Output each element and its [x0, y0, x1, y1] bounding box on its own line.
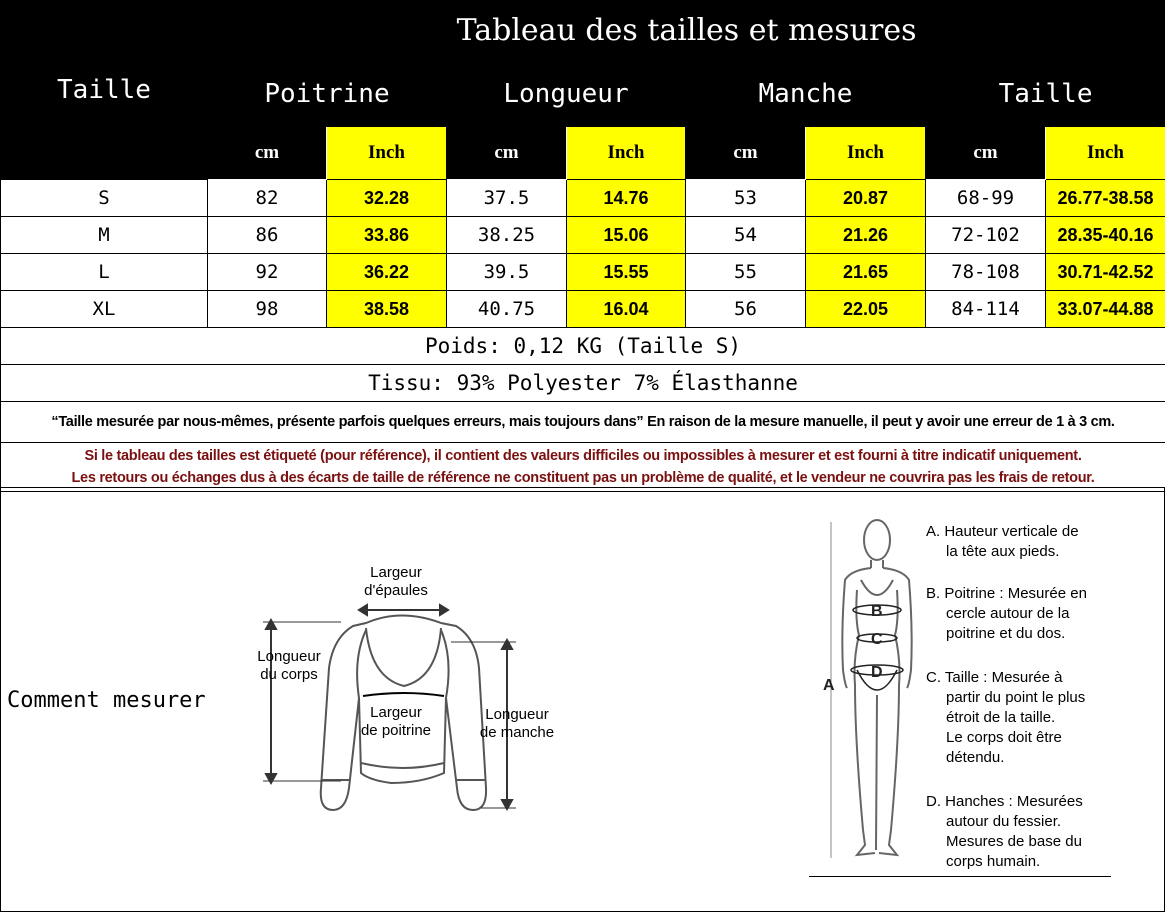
chest-cm: 86 [208, 217, 327, 254]
table-row [1, 180, 1165, 217]
body-length-label: Longueur du corps [257, 648, 321, 683]
unit-inch: Inch [567, 127, 686, 180]
chest-inch: 33.86 [327, 217, 447, 254]
table-row [1, 291, 1165, 328]
chest-inch: 36.22 [327, 254, 447, 291]
how-to-measure-section [0, 487, 1165, 912]
fabric-info: Tissu: 93% Polyester 7% Élasthanne [1, 365, 1165, 402]
sleeve-cm: 55 [686, 254, 806, 291]
size-label: L [1, 254, 208, 291]
unit-cm: cm [447, 127, 567, 180]
size-label: S [1, 180, 208, 217]
sleeve-cm: 54 [686, 217, 806, 254]
size-label: XL [1, 291, 208, 328]
size-label: M [1, 217, 208, 254]
group-length: Longueur [447, 61, 686, 127]
length-inch: 15.55 [567, 254, 686, 291]
waist-cm: 84-114 [926, 291, 1046, 328]
waist-inch: 28.35-40.16 [1046, 217, 1165, 254]
table-title: Tableau des tailles et mesures [208, 1, 1165, 61]
sleeve-inch: 21.26 [806, 217, 926, 254]
chest-cm: 92 [208, 254, 327, 291]
group-sleeve: Manche [686, 61, 926, 127]
waist-cm: 68-99 [926, 180, 1046, 217]
warning-note [1, 443, 1165, 492]
measurement-note: “Taille mesurée par nous-mêmes, présente parfois quelques erreurs, mais toujours dans” En raison de la mesure manuelle, il peut y avoir une erreur de 1 à 3 cm. [1, 402, 1165, 443]
body-letter-d: D [871, 664, 883, 681]
unit-cm: cm [926, 127, 1046, 180]
waist-inch: 33.07-44.88 [1046, 291, 1165, 328]
body-figure-diagram [811, 510, 921, 880]
length-inch: 15.06 [567, 217, 686, 254]
waist-inch: 26.77-38.58 [1046, 180, 1165, 217]
table-row [1, 217, 1165, 254]
body-letter-a: A [823, 677, 835, 694]
shoulder-width-label: Largeur d'épaules [364, 564, 428, 599]
unit-cm: cm [686, 127, 806, 180]
body-letter-c: C [871, 631, 883, 648]
chest-inch: 38.58 [327, 291, 447, 328]
desc-a: A. Hauteur verticale de la tête aux pieds. [926, 523, 1079, 560]
desc-c: C. Taille : Mesurée à partir du point le plus étroit de la taille. Le corps doit être détendu. [926, 669, 1086, 766]
sleeve-inch: 22.05 [806, 291, 926, 328]
desc-b: B. Poitrine : Mesurée en cercle autour de la poitrine et du dos. [926, 585, 1087, 642]
chest-inch: 32.28 [327, 180, 447, 217]
sleeve-cm: 53 [686, 180, 806, 217]
chest-cm: 82 [208, 180, 327, 217]
length-inch: 16.04 [567, 291, 686, 328]
unit-inch: Inch [806, 127, 926, 180]
sleeve-inch: 20.87 [806, 180, 926, 217]
waist-cm: 72-102 [926, 217, 1046, 254]
unit-inch: Inch [327, 127, 447, 180]
how-to-measure-title: Comment mesurer [7, 688, 206, 713]
group-waist: Taille [926, 61, 1165, 127]
length-cm: 39.5 [447, 254, 567, 291]
unit-cm: cm [208, 127, 327, 180]
weight-info: Poids: 0,12 KG (Taille S) [1, 328, 1165, 365]
sleeve-length-label: Longueur de manche [479, 706, 555, 741]
size-header: Taille [1, 1, 208, 180]
ground-line [809, 876, 1111, 877]
group-chest: Poitrine [208, 61, 447, 127]
length-cm: 40.75 [447, 291, 567, 328]
body-letter-b: B [871, 603, 883, 620]
chest-width-label: Largeur de poitrine [360, 704, 432, 739]
table-row [1, 254, 1165, 291]
length-cm: 37.5 [447, 180, 567, 217]
unit-inch: Inch [1046, 127, 1165, 180]
length-cm: 38.25 [447, 217, 567, 254]
waist-inch: 30.71-42.52 [1046, 254, 1165, 291]
warning-line-1: Si le tableau des tailles est étiqueté (pour référence), il contient des valeurs difficiles ou impossibles à mesurer et est fourni à titre indicatif uniquement. [84, 448, 1082, 464]
chest-cm: 98 [208, 291, 327, 328]
waist-cm: 78-108 [926, 254, 1046, 291]
length-inch: 14.76 [567, 180, 686, 217]
warning-line-2: Les retours ou échanges dus à des écarts de taille de référence ne constituent pas un problème de qualité, et le vendeur ne couvrira pas les frais de retour. [71, 470, 1095, 486]
sleeve-inch: 21.65 [806, 254, 926, 291]
sleeve-cm: 56 [686, 291, 806, 328]
desc-d: D. Hanches : Mesurées autour du fessier. Mesures de base du corps humain. [926, 793, 1083, 870]
